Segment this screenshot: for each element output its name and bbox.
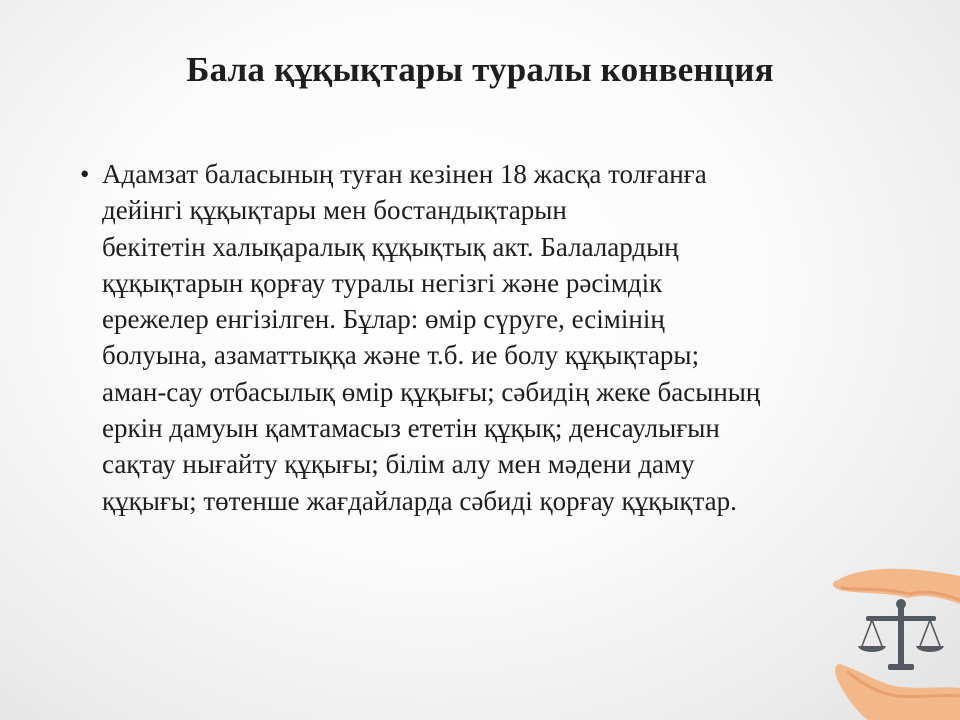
bottom-hand-icon [835,664,960,720]
scales-of-justice-icon [858,599,944,670]
slide-title: Бала құқықтары туралы конвенция [186,50,774,89]
bullet-list-item [80,156,880,519]
bullet-marker: • [80,159,90,189]
hands-holding-scales-icon [828,560,960,720]
top-hand-icon [833,569,960,604]
bullet-paragraph: Адамзат баласының туған кезінен 18 жасқа толғанға дейінгі құқықтары мен бостандықтарын бекітетін халықаралық құқықтық акт. Балалардың құқықтарын қорғау туралы негізгі және рәсімдік ережелер енгізілген. Бұлар: өмір сүруге, есімінің болуына, азаматтыққа және т.б. ие болу құқықтары; аман-сау отбасылық өмір құқығы; сәбидің жеке басының еркін дамуын қамтамасыз ететін құқық; денсаулығын сақтау нығайту құқығы; білім алу мен мәдени даму құқығы; төтенше жағдайларда сәбиді қорғау құқықтар. [102,159,761,516]
